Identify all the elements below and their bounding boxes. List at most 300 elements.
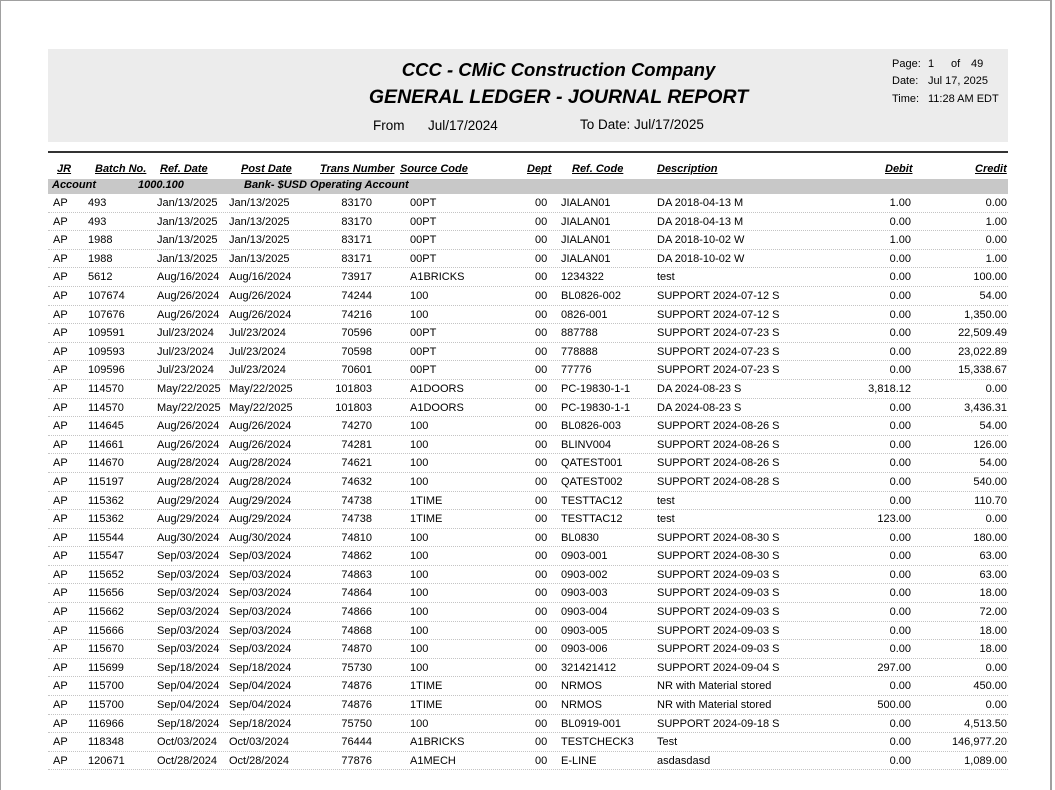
cell-trans-number: 83170: [341, 197, 372, 209]
cell-trans-number: 70601: [341, 364, 372, 377]
cell-batch-no: 1988: [88, 234, 113, 247]
cell-post-date: May/22/2025: [229, 382, 293, 395]
cell-source-code: 100: [410, 550, 429, 563]
cell-trans-number: 74216: [341, 308, 372, 321]
table-row: [48, 603, 1008, 622]
col-source-code: Source Code: [400, 163, 468, 175]
cell-credit: 0.00: [985, 197, 1007, 209]
cell-ref-date: May/22/2025: [157, 382, 221, 395]
cell-debit: 0.00: [889, 587, 911, 600]
table-row: [48, 715, 1008, 734]
cell-trans-number: 101803: [335, 401, 372, 414]
cell-dept: 00: [535, 364, 548, 377]
cell-ref-date: Aug/28/2024: [157, 475, 220, 488]
cell-jr: AP: [53, 606, 68, 619]
cell-dept: 00: [535, 661, 548, 674]
cell-description: SUPPORT 2024-07-23 S: [657, 345, 780, 358]
table-row: [48, 454, 1008, 473]
cell-dept: 00: [535, 531, 548, 544]
cell-post-date: Sep/18/2024: [229, 661, 292, 674]
cell-jr: AP: [53, 475, 68, 488]
cell-description: SUPPORT 2024-09-18 S: [657, 717, 780, 730]
cell-credit: 1,089.00: [964, 754, 1007, 767]
cell-post-date: Oct/28/2024: [229, 754, 289, 767]
cell-trans-number: 83171: [341, 252, 372, 265]
cell-dept: 00: [535, 624, 548, 637]
cell-trans-number: 74863: [341, 568, 372, 581]
cell-jr: AP: [53, 438, 68, 451]
cell-credit: 22,509.49: [958, 327, 1007, 340]
cell-credit: 0.00: [985, 234, 1007, 247]
cell-credit: 54.00: [979, 420, 1007, 433]
cell-debit: 0.00: [889, 308, 911, 321]
cell-source-code: 00PT: [410, 327, 437, 340]
table-row: [48, 640, 1008, 659]
cell-credit: 450.00: [973, 680, 1007, 693]
cell-description: SUPPORT 2024-07-12 S: [657, 308, 780, 321]
cell-ref-date: Jan/13/2025: [157, 252, 218, 265]
cell-debit: 123.00: [877, 513, 911, 526]
time-label: Time:: [892, 93, 920, 105]
cell-post-date: Sep/04/2024: [229, 680, 292, 693]
cell-trans-number: 74244: [341, 289, 372, 302]
cell-trans-number: 74281: [341, 438, 372, 451]
cell-jr: AP: [53, 550, 68, 563]
ledger-rows: [48, 194, 1008, 770]
cell-batch-no: 115666: [88, 624, 124, 637]
cell-source-code: 100: [410, 531, 429, 544]
account-label: Account: [52, 179, 96, 191]
cell-batch-no: 115362: [88, 494, 124, 507]
cell-batch-no: 5612: [88, 271, 113, 284]
cell-debit: 1.00: [889, 234, 911, 247]
cell-ref-date: Aug/26/2024: [157, 308, 220, 321]
cell-ref-code: 1234322: [561, 271, 604, 284]
cell-ref-date: Jan/13/2025: [157, 215, 218, 228]
cell-ref-code: 0903-004: [561, 606, 608, 619]
cell-ref-code: TESTTAC12: [561, 494, 623, 507]
cell-batch-no: 118348: [88, 736, 124, 749]
cell-jr: AP: [53, 289, 68, 302]
cell-description: SUPPORT 2024-09-03 S: [657, 643, 780, 656]
cell-post-date: Sep/03/2024: [229, 587, 292, 600]
cell-source-code: 100: [410, 661, 429, 674]
cell-debit: 0.00: [889, 643, 911, 656]
cell-ref-code: BLINV004: [561, 438, 612, 451]
cell-debit: 0.00: [889, 364, 911, 377]
cell-ref-code: PC-19830-1-1: [561, 401, 631, 414]
cell-credit: 18.00: [979, 624, 1007, 637]
cell-trans-number: 74270: [341, 420, 372, 433]
cell-credit: 0.00: [985, 513, 1007, 526]
cell-batch-no: 115197: [88, 475, 124, 488]
cell-jr: AP: [53, 457, 68, 470]
cell-credit: 54.00: [979, 457, 1007, 470]
table-row: [48, 343, 1008, 362]
cell-jr: AP: [53, 531, 68, 544]
cell-credit: 110.70: [974, 494, 1007, 507]
cell-debit: 0.00: [889, 401, 911, 414]
cell-batch-no: 107674: [88, 289, 125, 302]
cell-trans-number: 74868: [341, 624, 372, 637]
cell-post-date: Jul/23/2024: [229, 345, 286, 358]
cell-dept: 00: [535, 513, 548, 526]
table-row: [48, 677, 1008, 696]
cell-ref-code: PC-19830-1-1: [561, 382, 631, 395]
cell-trans-number: 70596: [341, 327, 372, 340]
cell-debit: 0.00: [889, 717, 911, 730]
cell-ref-date: Jan/13/2025: [157, 197, 218, 209]
cell-dept: 00: [535, 215, 548, 228]
cell-description: asdasdasd: [657, 754, 711, 767]
cell-debit: 0.00: [889, 680, 911, 693]
cell-ref-date: Sep/03/2024: [157, 606, 220, 619]
cell-post-date: Jan/13/2025: [229, 215, 290, 228]
cell-batch-no: 109593: [88, 345, 125, 358]
cell-debit: 0.00: [889, 568, 911, 581]
cell-post-date: Aug/29/2024: [229, 494, 292, 507]
cell-debit: 0.00: [889, 438, 911, 451]
cell-ref-date: Aug/16/2024: [157, 271, 220, 284]
cell-jr: AP: [53, 252, 68, 265]
cell-credit: 126.00: [973, 438, 1007, 451]
cell-debit: 0.00: [889, 252, 911, 265]
cell-debit: 1.00: [889, 197, 911, 209]
cell-batch-no: 114670: [88, 457, 124, 470]
cell-ref-code: QATEST002: [561, 475, 623, 488]
cell-source-code: 100: [410, 308, 429, 321]
table-row: [48, 306, 1008, 325]
cell-source-code: 100: [410, 420, 429, 433]
cell-description: DA 2018-10-02 W: [657, 252, 745, 265]
cell-batch-no: 116966: [88, 717, 124, 730]
cell-description: SUPPORT 2024-08-30 S: [657, 531, 780, 544]
cell-credit: 72.00: [979, 606, 1007, 619]
cell-trans-number: 73917: [341, 271, 372, 284]
cell-dept: 00: [535, 308, 548, 321]
cell-ref-date: Sep/18/2024: [157, 661, 220, 674]
cell-credit: 3,436.31: [964, 401, 1007, 414]
cell-batch-no: 493: [88, 197, 107, 209]
cell-post-date: Aug/26/2024: [229, 289, 292, 302]
page-label: Page:: [892, 58, 921, 70]
cell-source-code: 00PT: [410, 252, 437, 265]
cell-ref-code: JIALAN01: [561, 234, 611, 247]
cell-ref-code: BL0919-001: [561, 717, 621, 730]
cell-description: test: [657, 271, 675, 284]
cell-ref-date: Jul/23/2024: [157, 345, 214, 358]
from-label: From: [373, 118, 405, 133]
cell-ref-date: Sep/04/2024: [157, 699, 220, 712]
cell-batch-no: 114570: [88, 382, 124, 395]
cell-post-date: Sep/04/2024: [229, 699, 292, 712]
cell-description: DA 2024-08-23 S: [657, 382, 742, 395]
cell-ref-date: Aug/26/2024: [157, 420, 220, 433]
cell-batch-no: 115662: [88, 606, 124, 619]
cell-debit: 0.00: [889, 457, 911, 470]
col-ref-date: Ref. Date: [160, 163, 208, 175]
cell-ref-code: 321421412: [561, 661, 617, 674]
cell-ref-date: Aug/28/2024: [157, 457, 220, 470]
cell-ref-code: 0903-005: [561, 624, 608, 637]
table-row: [48, 510, 1008, 529]
cell-jr: AP: [53, 643, 68, 656]
cell-ref-code: 887788: [561, 327, 598, 340]
col-batch-no: Batch No.: [95, 163, 147, 175]
cell-trans-number: 76444: [341, 736, 372, 749]
cell-source-code: 100: [410, 475, 429, 488]
cell-post-date: Jan/13/2025: [229, 197, 290, 209]
date-label: Date:: [892, 75, 919, 87]
cell-dept: 00: [535, 345, 548, 358]
cell-ref-date: Sep/03/2024: [157, 568, 220, 581]
table-row: [48, 287, 1008, 306]
cell-jr: AP: [53, 308, 68, 321]
cell-source-code: 100: [410, 438, 429, 451]
col-description: Description: [657, 163, 718, 175]
table-row: [48, 324, 1008, 343]
cell-description: DA 2018-04-13 M: [657, 197, 744, 209]
report-date: Jul 17, 2025: [928, 75, 988, 87]
cell-credit: 63.00: [979, 568, 1007, 581]
cell-dept: 00: [535, 382, 548, 395]
report-title: GENERAL LEDGER - JOURNAL REPORT: [368, 86, 749, 108]
cell-jr: AP: [53, 717, 68, 730]
table-row: [48, 436, 1008, 455]
cell-post-date: Aug/29/2024: [229, 513, 292, 526]
cell-ref-date: Oct/03/2024: [157, 736, 217, 749]
cell-debit: 0.00: [889, 531, 911, 544]
cell-credit: 18.00: [979, 587, 1007, 600]
cell-batch-no: 115652: [88, 568, 124, 581]
cell-ref-code: TESTTAC12: [561, 513, 623, 526]
cell-ref-date: Sep/03/2024: [157, 550, 220, 563]
cell-credit: 0.00: [985, 661, 1007, 674]
cell-trans-number: 70598: [341, 345, 372, 358]
cell-source-code: 100: [410, 568, 429, 581]
cell-credit: 54.00: [979, 289, 1007, 302]
cell-batch-no: 114645: [88, 420, 124, 433]
cell-debit: 0.00: [889, 550, 911, 563]
cell-ref-date: Sep/04/2024: [157, 680, 220, 693]
cell-ref-code: JIALAN01: [561, 197, 611, 209]
cell-description: SUPPORT 2024-09-03 S: [657, 587, 780, 600]
cell-description: NR with Material stored: [657, 699, 772, 712]
cell-post-date: Aug/16/2024: [229, 271, 292, 284]
cell-trans-number: 74862: [341, 550, 372, 563]
cell-credit: 15,338.67: [958, 364, 1007, 377]
cell-batch-no: 1988: [88, 252, 113, 265]
table-row: [48, 547, 1008, 566]
cell-ref-date: Aug/29/2024: [157, 494, 220, 507]
cell-ref-date: Aug/29/2024: [157, 513, 220, 526]
cell-batch-no: 115544: [88, 531, 124, 544]
report-time: 11:28 AM EDT: [928, 93, 999, 105]
table-row: [48, 584, 1008, 603]
cell-jr: AP: [53, 382, 68, 395]
cell-trans-number: 77876: [341, 754, 372, 767]
cell-description: test: [657, 494, 675, 507]
cell-post-date: Sep/03/2024: [229, 550, 292, 563]
cell-description: SUPPORT 2024-08-26 S: [657, 420, 780, 433]
cell-ref-code: 778888: [561, 345, 598, 358]
cell-description: SUPPORT 2024-09-03 S: [657, 568, 780, 581]
cell-post-date: Sep/03/2024: [229, 624, 292, 637]
cell-credit: 4,513.50: [964, 717, 1007, 730]
cell-credit: 100.00: [973, 271, 1007, 284]
cell-ref-code: JIALAN01: [561, 252, 611, 265]
account-name: Bank- $USD Operating Account: [244, 179, 409, 191]
cell-dept: 00: [535, 420, 548, 433]
cell-batch-no: 493: [88, 215, 107, 228]
cell-ref-code: 0903-002: [561, 568, 608, 581]
cell-description: SUPPORT 2024-08-26 S: [657, 438, 780, 451]
cell-source-code: 100: [410, 717, 429, 730]
cell-debit: 0.00: [889, 289, 911, 302]
cell-source-code: 1TIME: [410, 513, 443, 526]
cell-ref-date: Sep/03/2024: [157, 643, 220, 656]
cell-ref-code: BL0830: [561, 531, 599, 544]
cell-dept: 00: [535, 643, 548, 656]
cell-dept: 00: [535, 494, 548, 507]
cell-source-code: 1TIME: [410, 699, 443, 712]
company-name: CCC - CMiC Construction Company: [401, 59, 716, 80]
cell-trans-number: 74866: [341, 606, 372, 619]
cell-jr: AP: [53, 661, 68, 674]
page-of-label: of: [951, 58, 961, 70]
header-rule: [48, 151, 1008, 153]
cell-ref-date: Sep/18/2024: [157, 717, 220, 730]
cell-description: DA 2024-08-23 S: [657, 401, 742, 414]
table-row: [48, 492, 1008, 511]
cell-description: SUPPORT 2024-08-30 S: [657, 550, 780, 563]
account-number: 1000.100: [138, 179, 184, 191]
cell-source-code: 00PT: [410, 364, 437, 377]
col-credit: Credit: [975, 163, 1007, 175]
cell-source-code: 100: [410, 587, 429, 600]
cell-dept: 00: [535, 289, 548, 302]
cell-debit: 0.00: [889, 345, 911, 358]
cell-batch-no: 115700: [88, 699, 124, 712]
from-date: Jul/17/2024: [428, 118, 498, 133]
cell-jr: AP: [53, 568, 68, 581]
cell-jr: AP: [53, 754, 68, 767]
cell-debit: 500.00: [877, 699, 911, 712]
cell-dept: 00: [535, 475, 548, 488]
cell-trans-number: 74738: [341, 494, 372, 507]
cell-credit: 146,977.20: [951, 736, 1007, 749]
cell-jr: AP: [53, 215, 68, 228]
cell-jr: AP: [53, 513, 68, 526]
cell-source-code: 100: [410, 457, 429, 470]
cell-source-code: 1TIME: [410, 680, 443, 693]
cell-source-code: 100: [410, 643, 429, 656]
cell-post-date: Jul/23/2024: [229, 327, 286, 340]
table-row: [48, 213, 1008, 232]
cell-description: SUPPORT 2024-07-23 S: [657, 327, 780, 340]
cell-ref-code: NRMOS: [561, 699, 602, 712]
cell-source-code: A1BRICKS: [410, 271, 465, 284]
cell-dept: 00: [535, 327, 548, 340]
cell-ref-date: Oct/28/2024: [157, 754, 217, 767]
col-jr: JR: [57, 163, 72, 175]
cell-jr: AP: [53, 401, 68, 414]
cell-post-date: Jan/13/2025: [229, 252, 290, 265]
cell-credit: 63.00: [979, 550, 1007, 563]
cell-description: SUPPORT 2024-09-03 S: [657, 624, 780, 637]
cell-ref-date: Aug/26/2024: [157, 438, 220, 451]
cell-ref-date: Aug/30/2024: [157, 531, 220, 544]
cell-debit: 0.00: [889, 606, 911, 619]
cell-post-date: Sep/03/2024: [229, 568, 292, 581]
cell-trans-number: 83170: [341, 215, 372, 228]
cell-batch-no: 115547: [88, 550, 124, 563]
cell-credit: 1.00: [985, 215, 1007, 228]
cell-source-code: 00PT: [410, 215, 437, 228]
cell-trans-number: 74810: [341, 531, 372, 544]
cell-description: Test: [657, 736, 678, 749]
cell-source-code: A1DOORS: [410, 382, 464, 395]
cell-trans-number: 74870: [341, 643, 372, 656]
cell-batch-no: 115362: [88, 513, 124, 526]
table-row: [48, 417, 1008, 436]
table-row: [48, 473, 1008, 492]
cell-jr: AP: [53, 587, 68, 600]
cell-credit: 1.00: [985, 252, 1007, 265]
cell-description: SUPPORT 2024-07-12 S: [657, 289, 780, 302]
cell-post-date: Sep/18/2024: [229, 717, 292, 730]
cell-source-code: 00PT: [410, 197, 437, 209]
cell-debit: 0.00: [889, 327, 911, 340]
cell-source-code: 00PT: [410, 234, 437, 247]
cell-debit: 0.00: [889, 754, 911, 767]
cell-description: SUPPORT 2024-07-23 S: [657, 364, 780, 377]
cell-jr: AP: [53, 699, 68, 712]
cell-ref-code: 77776: [561, 364, 592, 377]
cell-jr: AP: [53, 420, 68, 433]
cell-dept: 00: [535, 754, 548, 767]
table-row: [48, 380, 1008, 399]
cell-debit: 297.00: [877, 661, 911, 674]
table-row: [48, 696, 1008, 715]
cell-batch-no: 114661: [88, 438, 124, 451]
cell-debit: 0.00: [889, 494, 911, 507]
cell-ref-code: 0903-006: [561, 643, 608, 656]
account-band: [48, 179, 1008, 194]
cell-ref-date: Jul/23/2024: [157, 364, 214, 377]
cell-dept: 00: [535, 401, 548, 414]
cell-jr: AP: [53, 197, 68, 209]
cell-description: SUPPORT 2024-09-03 S: [657, 606, 780, 619]
table-row: [48, 194, 1008, 213]
cell-post-date: Aug/30/2024: [229, 531, 292, 544]
cell-jr: AP: [53, 345, 68, 358]
cell-batch-no: 115656: [88, 587, 124, 600]
col-trans-number: Trans Number: [320, 163, 395, 175]
cell-jr: AP: [53, 736, 68, 749]
cell-credit: 18.00: [979, 643, 1007, 656]
cell-source-code: A1MECH: [410, 754, 456, 767]
cell-ref-code: 0826-001: [561, 308, 608, 321]
cell-ref-code: E-LINE: [561, 754, 597, 767]
cell-ref-code: QATEST001: [561, 457, 623, 470]
cell-credit: 0.00: [985, 699, 1007, 712]
cell-dept: 00: [535, 252, 548, 265]
cell-trans-number: 74621: [341, 457, 372, 470]
cell-ref-code: 0903-003: [561, 587, 608, 600]
cell-dept: 00: [535, 587, 548, 600]
table-row: [48, 752, 1008, 771]
